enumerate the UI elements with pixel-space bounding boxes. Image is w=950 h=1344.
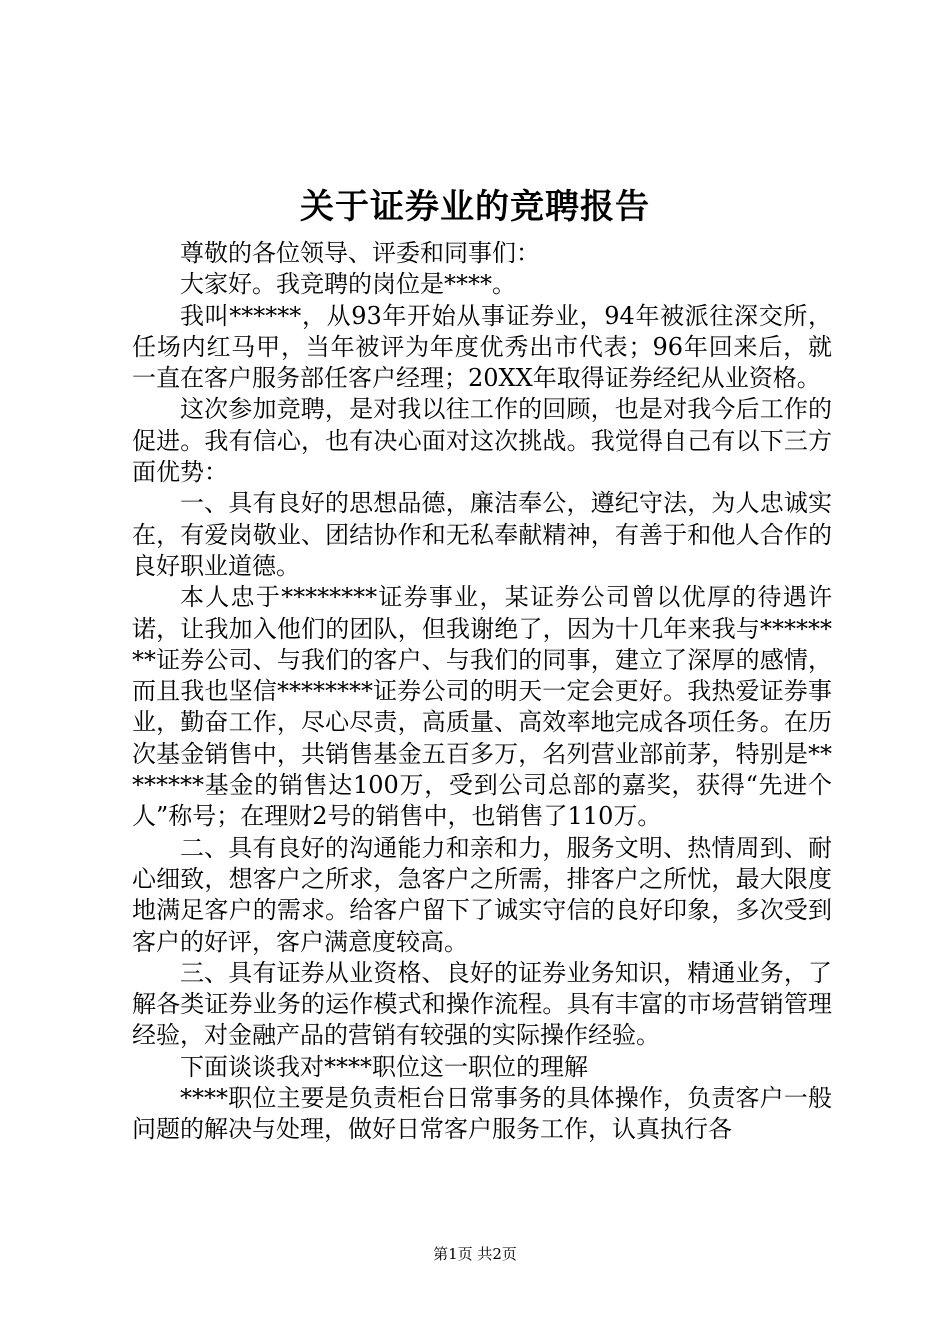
- paragraph-position-duties: ****职位主要是负责柜台日常事务的具体操作，负责客户一般问题的解决与处理，做好日常客户服务工作，认真执行各: [132, 1084, 832, 1144]
- paragraph-salutation: 尊敬的各位领导、评委和同事们：: [180, 239, 540, 267]
- paragraph-motivation: 这次参加竞聘，是对我以往工作的回顾，也是对我今后工作的促进。我有信心，也有决心面对这次挑战。我觉得自己有以下三方面优势：: [132, 395, 832, 487]
- paragraph-loyalty: 本人忠于********证券事业，某证券公司曾以优厚的待遇许诺，让我加入他们的团队，但我谢绝了，因为十几年来我与********证券公司、与我们的客户、与我们的同事，建立了深厚的感情，而且我也坚信********证券公司的明天一定会更好。我热爱证券事业，勤奋工作，尽心尽责，高质量、高效率地完成各项任务。在历次基金销售中，共销售基金五百多万，名列营业部前茅，特别是********基金的销售达100万，受到公司总部的嘉奖，获得“先进个人”称号；在理财2号的销售中，也销售了110万。: [132, 583, 832, 831]
- paragraph-position-heading: 下面谈谈我对****职位这一职位的理解: [180, 1052, 588, 1081]
- paragraph-greeting: 大家好。我竞聘的岗位是****。: [180, 270, 516, 299]
- paragraph-advantage-three: 三、具有证券从业资格、良好的证券业务知识，精通业务，了解各类证券业务的运作模式和操作流程。具有丰富的市场营销管理经验，对金融产品的营销有较强的实际操作经验。: [132, 958, 832, 1050]
- page-number-footer: 第1页 共2页: [433, 1245, 517, 1263]
- document-title: 关于证券业的竞聘报告: [300, 187, 650, 227]
- paragraph-advantage-two: 二、具有良好的沟通能力和亲和力，服务文明、热情周到、耐心细致，想客户之所求，急客户之所需，排客户之所忧，最大限度地满足客户的需求。给客户留下了诚实守信的良好印象，多次受到客户的好评，客户满意度较高。: [132, 833, 832, 956]
- paragraph-advantage-one: 一、具有良好的思想品德，廉洁奉公，遵纪守法，为人忠诚实在，有爱岗敬业、团结协作和无私奉献精神，有善于和他人合作的良好职业道德。: [132, 489, 832, 580]
- document-body: [132, 238, 832, 1146]
- paragraph-self-introduction: 我叫******，从93年开始从事证券业，94年被派往深交所，任场内红马甲，当年被评为年度优秀出市代表；96年回来后，就一直在客户服务部任客户经理；20XX年取得证券经纪从业资格。: [132, 301, 832, 393]
